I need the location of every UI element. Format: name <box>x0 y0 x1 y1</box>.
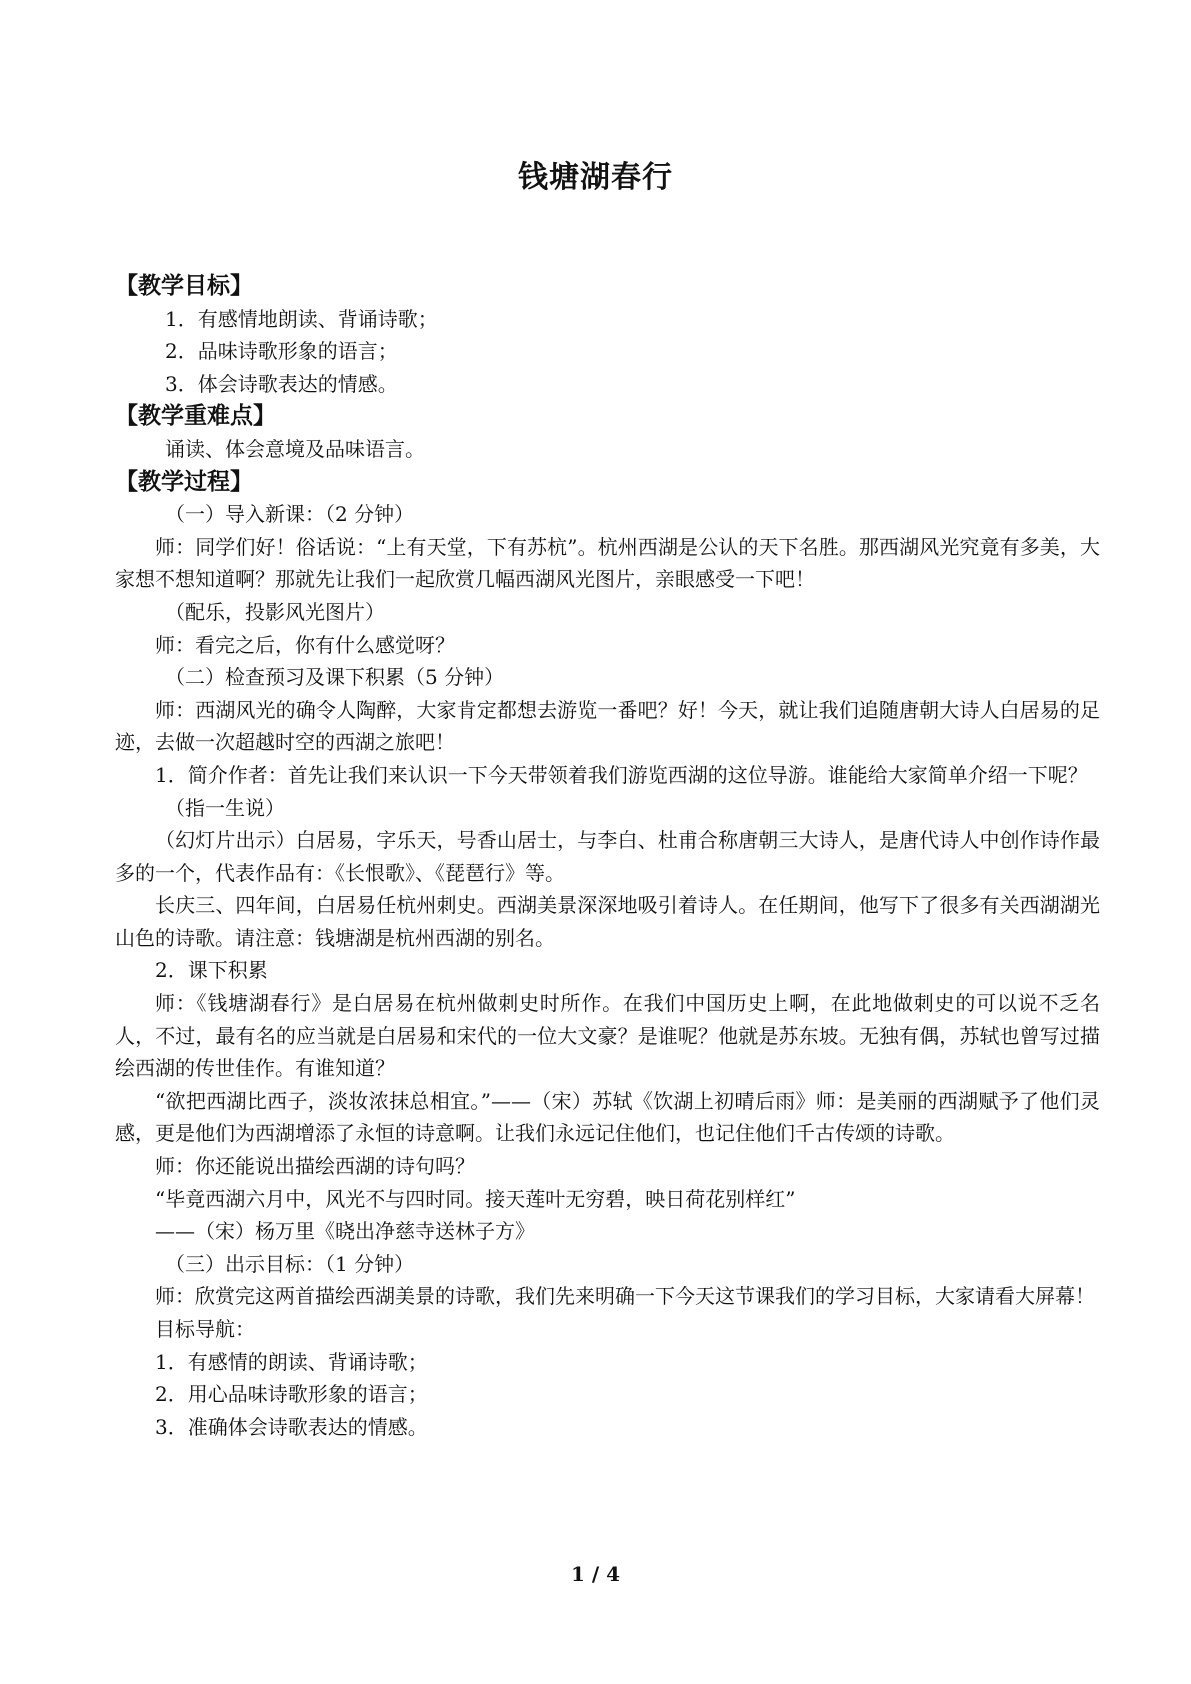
section-heading-objectives: 【教学目标】 <box>115 273 253 299</box>
page-title: 钱塘湖春行 <box>518 160 673 195</box>
section-heading-process: 【教学过程】 <box>115 468 253 495</box>
document-body <box>115 270 1100 1443</box>
process-paragraph: 1．简介作者：首先让我们来认识一下今天带领着我们游览西湖的这位导游。谁能给大家简单介绍一下呢？ <box>155 762 1088 787</box>
process-paragraph: 师：你还能说出描绘西湖的诗句吗？ <box>155 1154 475 1179</box>
process-paragraph: （幻灯片出示）白居易，字乐天，号香山居士，与李白、杜甫合称唐朝三大诗人，是唐代诗人中创作诗作最多的一个，代表作品有：《长恨歌》、《琵琶行》等。 <box>115 828 1100 885</box>
objective-item: 1．有感情地朗读、背诵诗歌； <box>165 306 438 331</box>
process-paragraph: 目标导航： <box>155 1317 255 1341</box>
process-subheading: （二）检查预习及课下积累（5 分钟） <box>165 665 505 690</box>
objective-item: 3．体会诗歌表达的情感。 <box>165 371 398 396</box>
quote-line: “毕竟西湖六月中，风光不与四时同。接天莲叶无穷碧，映日荷花别样红” <box>155 1186 796 1211</box>
process-paragraph: 师：西湖风光的确令人陶醉，大家肯定都想去游览一番吧？好！今天，就让我们追随唐朝大诗人白居易的足迹，去做一次超越时空的西湖之旅吧！ <box>115 697 1100 755</box>
process-paragraph: 师：同学们好！俗话说：“上有天堂，下有苏杭”。杭州西湖是公认的天下名胜。那西湖风光究竟有多美，大家想不想知道啊？那就先让我们一起欣赏几幅西湖风光图片，亲眼感受一下吧！ <box>115 534 1100 592</box>
process-paragraph: （配乐，投影风光图片） <box>165 599 385 624</box>
section-heading-key-points: 【教学重难点】 <box>115 403 276 430</box>
process-subheading: 2．课下积累 <box>155 958 268 983</box>
process-subheading: （三）出示目标：（1 分钟） <box>165 1251 415 1276</box>
key-points-text: 诵读、体会意境及品味语言。 <box>165 436 425 461</box>
process-paragraph: “欲把西湖比西子，淡妆浓抹总相宜。”——（宋）苏轼《饮湖上初晴后雨》师：是美丽的西湖赋予了他们灵感，更是他们为西湖增添了永恒的诗意啊。让我们永远记住他们，也记住他们千古传颂的诗歌。 <box>115 1088 1100 1146</box>
process-subheading: （一）导入新课：（2 分钟） <box>165 502 415 527</box>
goal-item: 1．有感情的朗读、背诵诗歌； <box>155 1349 428 1374</box>
process-paragraph: 师：看完之后，你有什么感觉呀？ <box>155 632 455 657</box>
quote-attribution: ——（宋）杨万里《晓出净慈寺送林子方》 <box>155 1219 535 1244</box>
page-number: 1 / 4 <box>570 1562 621 1586</box>
process-paragraph: 长庆三、四年间，白居易任杭州刺史。西湖美景深深地吸引着诗人。在任期间，他写下了很多有关西湖湖光山色的诗歌。请注意：钱塘湖是杭州西湖的别名。 <box>115 893 1100 950</box>
process-paragraph: 师：欣赏完这两首描绘西湖美景的诗歌，我们先来明确一下今天这节课我们的学习目标，大家请看大屏幕！ <box>155 1284 1095 1309</box>
process-paragraph: 师：《钱塘湖春行》是白居易在杭州做刺史时所作。在我们中国历史上啊，在此地做刺史的可以说不乏名人，不过，最有名的应当就是白居易和宋代的一位大文豪？是谁呢？他就是苏东坡。无独有偶，苏轼也曾写过描绘西湖的传世佳作。有谁知道？ <box>115 991 1100 1081</box>
goal-item: 2．用心品味诗歌形象的语言； <box>155 1382 428 1407</box>
goal-item: 3．准确体会诗歌表达的情感。 <box>155 1414 428 1439</box>
process-paragraph: （指一生说） <box>165 795 285 820</box>
objective-item: 2．品味诗歌形象的语言； <box>165 339 398 364</box>
